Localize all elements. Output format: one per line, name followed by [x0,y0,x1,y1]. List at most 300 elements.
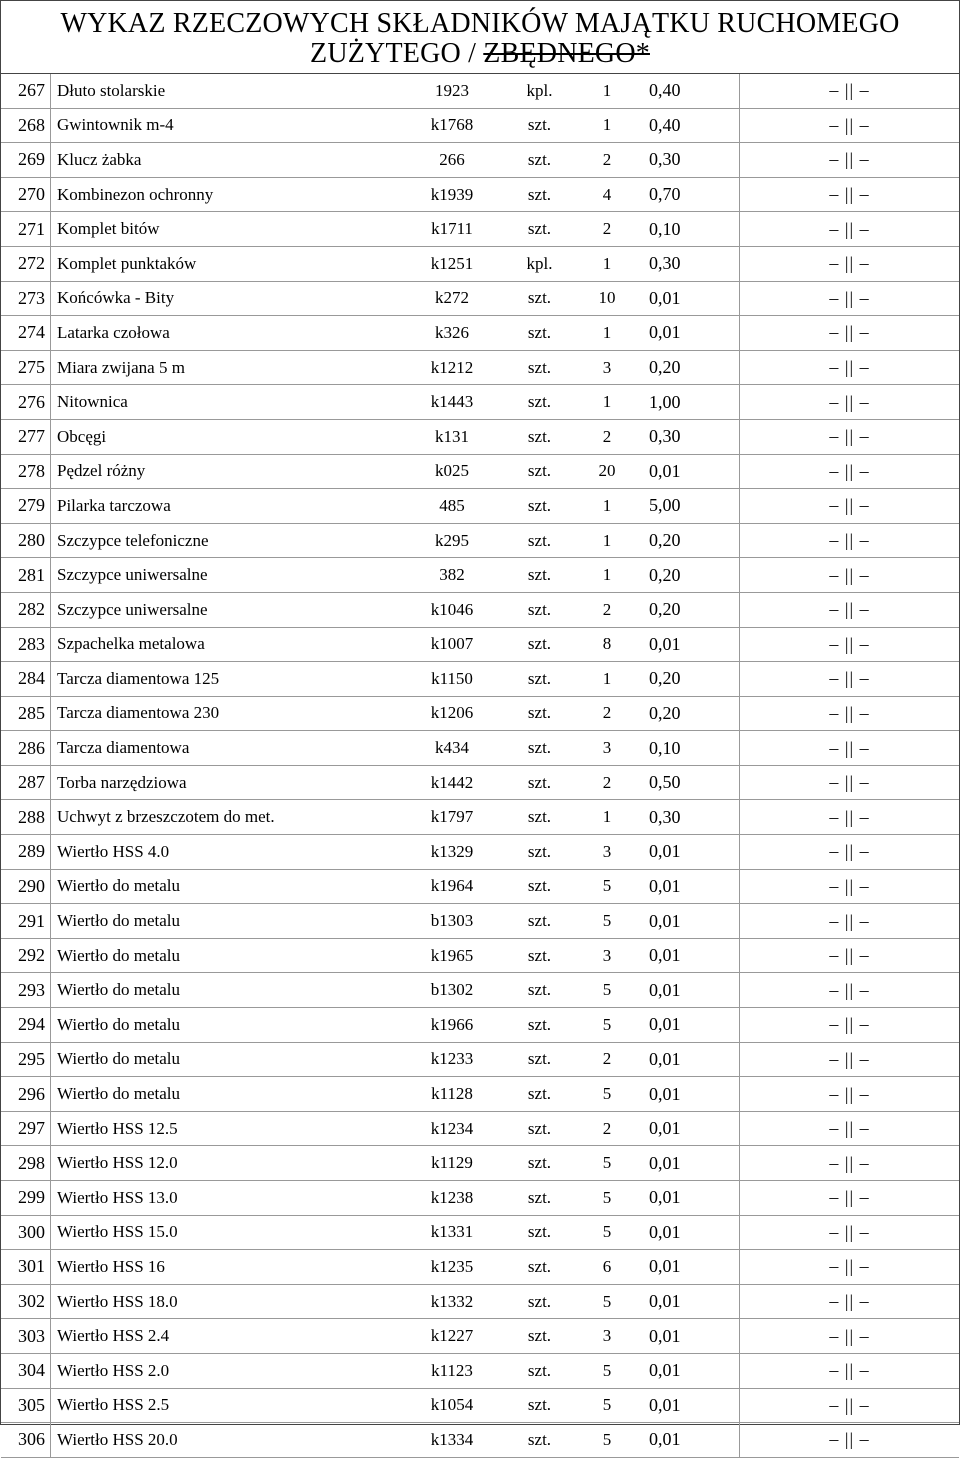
quantity-cell: 1 [577,246,637,281]
unit-cell: szt. [502,558,577,593]
row-number-cell: 306 [1,1423,51,1458]
table-row [1,904,959,939]
item-name-cell: Obcęgi [51,419,403,454]
item-name-cell: Nitownica [51,385,403,420]
quantity-cell: 5 [577,1388,637,1423]
row-number-cell: 274 [1,316,51,351]
inventory-code-cell: k1965 [402,938,502,973]
unit-cell: szt. [502,973,577,1008]
item-name-cell: Latarka czołowa [51,316,403,351]
table-row [1,1042,959,1077]
unit-cell: szt. [502,523,577,558]
item-name-cell: Tarcza diamentowa 125 [51,662,403,697]
quantity-cell: 5 [577,1423,637,1458]
unit-value-cell: 0,01 [637,1250,740,1285]
table-row [1,419,959,454]
unit-value-cell: 0,10 [637,731,740,766]
table-row [1,385,959,420]
item-name-cell: Wiertło do metalu [51,1077,403,1112]
inventory-code-cell: k1966 [402,1008,502,1043]
quantity-cell: 5 [577,1077,637,1112]
table-row [1,627,959,662]
ditto-mark-cell: – || – [740,1250,960,1285]
quantity-cell: 1 [577,523,637,558]
ditto-mark-cell: – || – [740,558,960,593]
title-line-2 [1,39,959,69]
item-name-cell: Końcówka - Bity [51,281,403,316]
inventory-code-cell: k1046 [402,592,502,627]
table-row [1,1146,959,1181]
unit-cell: szt. [502,108,577,143]
row-number-cell: 281 [1,558,51,593]
quantity-cell: 3 [577,1319,637,1354]
unit-cell: szt. [502,627,577,662]
unit-value-cell: 0,01 [637,938,740,973]
table-row [1,1111,959,1146]
unit-value-cell: 0,10 [637,212,740,247]
row-number-cell: 280 [1,523,51,558]
table-row [1,143,959,178]
quantity-cell: 2 [577,419,637,454]
inventory-code-cell: k1007 [402,627,502,662]
inventory-code-cell: k1332 [402,1284,502,1319]
ditto-mark-cell: – || – [740,765,960,800]
unit-cell: szt. [502,800,577,835]
table-row [1,1284,959,1319]
unit-value-cell: 0,40 [637,108,740,143]
unit-cell: szt. [502,592,577,627]
row-number-cell: 273 [1,281,51,316]
unit-value-cell: 0,01 [637,1042,740,1077]
row-number-cell: 287 [1,765,51,800]
quantity-cell: 8 [577,627,637,662]
unit-value-cell: 0,20 [637,696,740,731]
table-row [1,523,959,558]
table-row [1,765,959,800]
ditto-mark-cell: – || – [740,1284,960,1319]
inventory-code-cell: 1923 [402,74,502,108]
ditto-mark-cell: – || – [740,350,960,385]
table-row [1,835,959,870]
unit-cell: szt. [502,1008,577,1043]
item-name-cell: Wiertło HSS 2.0 [51,1353,403,1388]
table-row [1,1215,959,1250]
unit-value-cell: 0,01 [637,1388,740,1423]
row-number-cell: 292 [1,938,51,973]
table-row [1,316,959,351]
table-row [1,696,959,731]
quantity-cell: 5 [577,904,637,939]
unit-value-cell: 0,20 [637,350,740,385]
quantity-cell: 6 [577,1250,637,1285]
row-number-cell: 285 [1,696,51,731]
unit-value-cell: 0,40 [637,74,740,108]
unit-value-cell: 1,00 [637,385,740,420]
item-name-cell: Dłuto stolarskie [51,74,403,108]
ditto-mark-cell: – || – [740,108,960,143]
table-row [1,212,959,247]
inventory-code-cell: k1235 [402,1250,502,1285]
quantity-cell: 2 [577,212,637,247]
unit-value-cell: 0,01 [637,627,740,662]
quantity-cell: 2 [577,592,637,627]
unit-value-cell: 0,30 [637,419,740,454]
inventory-code-cell: k1233 [402,1042,502,1077]
asset-table-body [1,74,959,1457]
inventory-code-cell: k326 [402,316,502,351]
quantity-cell: 2 [577,1042,637,1077]
unit-cell: szt. [502,1181,577,1216]
inventory-code-cell: k1797 [402,800,502,835]
quantity-cell: 3 [577,938,637,973]
quantity-cell: 5 [577,1353,637,1388]
quantity-cell: 1 [577,385,637,420]
table-row [1,731,959,766]
item-name-cell: Miara zwijana 5 m [51,350,403,385]
item-name-cell: Tarcza diamentowa 230 [51,696,403,731]
item-name-cell: Szczypce telefoniczne [51,523,403,558]
table-row [1,1181,959,1216]
table-row [1,558,959,593]
ditto-mark-cell: – || – [740,731,960,766]
unit-value-cell: 0,01 [637,316,740,351]
ditto-mark-cell: – || – [740,1042,960,1077]
inventory-code-cell: k1238 [402,1181,502,1216]
unit-cell: szt. [502,696,577,731]
quantity-cell: 5 [577,869,637,904]
inventory-code-cell: 266 [402,143,502,178]
unit-value-cell: 0,30 [637,246,740,281]
ditto-mark-cell: – || – [740,800,960,835]
inventory-code-cell: k1206 [402,696,502,731]
inventory-code-cell: k1251 [402,246,502,281]
ditto-mark-cell: – || – [740,592,960,627]
unit-value-cell: 0,70 [637,177,740,212]
quantity-cell: 1 [577,108,637,143]
ditto-mark-cell: – || – [740,835,960,870]
unit-cell: szt. [502,1146,577,1181]
ditto-mark-cell: – || – [740,1146,960,1181]
item-name-cell: Gwintownik m-4 [51,108,403,143]
inventory-code-cell: k1212 [402,350,502,385]
inventory-code-cell: k1334 [402,1423,502,1458]
table-row [1,489,959,524]
unit-value-cell: 0,01 [637,1111,740,1146]
unit-value-cell: 0,01 [637,1181,740,1216]
row-number-cell: 279 [1,489,51,524]
row-number-cell: 291 [1,904,51,939]
item-name-cell: Wiertło do metalu [51,973,403,1008]
unit-value-cell: 0,01 [637,1353,740,1388]
unit-value-cell: 0,01 [637,1423,740,1458]
ditto-mark-cell: – || – [740,627,960,662]
table-row [1,1250,959,1285]
row-number-cell: 270 [1,177,51,212]
quantity-cell: 2 [577,765,637,800]
row-number-cell: 298 [1,1146,51,1181]
unit-cell: szt. [502,1215,577,1250]
item-name-cell: Wiertło do metalu [51,904,403,939]
ditto-mark-cell: – || – [740,489,960,524]
ditto-mark-cell: – || – [740,1181,960,1216]
table-row [1,869,959,904]
quantity-cell: 2 [577,143,637,178]
table-row [1,246,959,281]
ditto-mark-cell: – || – [740,212,960,247]
row-number-cell: 290 [1,869,51,904]
row-number-cell: 299 [1,1181,51,1216]
item-name-cell: Tarcza diamentowa [51,731,403,766]
unit-value-cell: 0,50 [637,765,740,800]
ditto-mark-cell: – || – [740,1008,960,1043]
table-row [1,1423,959,1458]
unit-cell: szt. [502,1077,577,1112]
quantity-cell: 1 [577,489,637,524]
title-line-2-plain: ZUŻYTEGO / [310,38,484,69]
ditto-mark-cell: – || – [740,177,960,212]
quantity-cell: 3 [577,835,637,870]
quantity-cell: 1 [577,558,637,593]
item-name-cell: Wiertło do metalu [51,869,403,904]
item-name-cell: Wiertło do metalu [51,938,403,973]
unit-cell: szt. [502,1319,577,1354]
unit-value-cell: 0,20 [637,523,740,558]
inventory-code-cell: k025 [402,454,502,489]
quantity-cell: 1 [577,662,637,697]
unit-value-cell: 0,01 [637,973,740,1008]
table-row [1,1077,959,1112]
row-number-cell: 296 [1,1077,51,1112]
row-number-cell: 288 [1,800,51,835]
quantity-cell: 5 [577,973,637,1008]
row-number-cell: 278 [1,454,51,489]
ditto-mark-cell: – || – [740,385,960,420]
table-row [1,938,959,973]
unit-value-cell: 0,20 [637,662,740,697]
row-number-cell: 297 [1,1111,51,1146]
row-number-cell: 305 [1,1388,51,1423]
inventory-code-cell: k1128 [402,1077,502,1112]
row-number-cell: 272 [1,246,51,281]
inventory-code-cell: k1964 [402,869,502,904]
unit-cell: szt. [502,489,577,524]
table-row [1,74,959,108]
table-row [1,108,959,143]
unit-cell: szt. [502,1042,577,1077]
item-name-cell: Szczypce uniwersalne [51,592,403,627]
quantity-cell: 2 [577,1111,637,1146]
unit-cell: kpl. [502,74,577,108]
quantity-cell: 5 [577,1284,637,1319]
unit-value-cell: 0,01 [637,1215,740,1250]
unit-cell: szt. [502,385,577,420]
row-number-cell: 302 [1,1284,51,1319]
item-name-cell: Komplet bitów [51,212,403,247]
unit-cell: kpl. [502,246,577,281]
unit-value-cell: 0,01 [637,869,740,904]
quantity-cell: 3 [577,731,637,766]
inventory-code-cell: b1303 [402,904,502,939]
table-row [1,800,959,835]
unit-value-cell: 0,20 [637,558,740,593]
unit-cell: szt. [502,350,577,385]
ditto-mark-cell: – || – [740,281,960,316]
item-name-cell: Wiertło HSS 15.0 [51,1215,403,1250]
item-name-cell: Wiertło HSS 12.5 [51,1111,403,1146]
quantity-cell: 1 [577,74,637,108]
inventory-code-cell: b1302 [402,973,502,1008]
quantity-cell: 5 [577,1146,637,1181]
item-name-cell: Wiertło HSS 4.0 [51,835,403,870]
row-number-cell: 289 [1,835,51,870]
row-number-cell: 293 [1,973,51,1008]
title-line-1: WYKAZ RZECZOWYCH SKŁADNIKÓW MAJĄTKU RUCHOMEGO [60,8,900,39]
unit-cell: szt. [502,1250,577,1285]
unit-cell: szt. [502,835,577,870]
row-number-cell: 284 [1,662,51,697]
quantity-cell: 3 [577,350,637,385]
quantity-cell: 1 [577,316,637,351]
inventory-code-cell: k272 [402,281,502,316]
table-row [1,1319,959,1354]
item-name-cell: Komplet punktaków [51,246,403,281]
unit-value-cell: 0,01 [637,281,740,316]
ditto-mark-cell: – || – [740,1077,960,1112]
unit-value-cell: 0,01 [637,1077,740,1112]
ditto-mark-cell: – || – [740,523,960,558]
quantity-cell: 1 [577,800,637,835]
inventory-code-cell: k1711 [402,212,502,247]
unit-cell: szt. [502,938,577,973]
item-name-cell: Wiertło HSS 16 [51,1250,403,1285]
ditto-mark-cell: – || – [740,74,960,108]
unit-cell: szt. [502,904,577,939]
item-name-cell: Wiertło HSS 2.5 [51,1388,403,1423]
ditto-mark-cell: – || – [740,904,960,939]
row-number-cell: 267 [1,74,51,108]
row-number-cell: 268 [1,108,51,143]
ditto-mark-cell: – || – [740,1111,960,1146]
inventory-code-cell: k1331 [402,1215,502,1250]
unit-value-cell: 0,01 [637,1008,740,1043]
unit-cell: szt. [502,281,577,316]
inventory-code-cell: k1234 [402,1111,502,1146]
quantity-cell: 2 [577,696,637,731]
row-number-cell: 282 [1,592,51,627]
inventory-code-cell: 485 [402,489,502,524]
table-row [1,454,959,489]
item-name-cell: Wiertło HSS 20.0 [51,1423,403,1458]
item-name-cell: Wiertło HSS 12.0 [51,1146,403,1181]
document-title [1,1,959,74]
table-row [1,281,959,316]
ditto-mark-cell: – || – [740,696,960,731]
table-row [1,662,959,697]
quantity-cell: 5 [577,1008,637,1043]
unit-cell: szt. [502,212,577,247]
item-name-cell: Wiertło do metalu [51,1008,403,1043]
unit-value-cell: 0,30 [637,143,740,178]
row-number-cell: 303 [1,1319,51,1354]
row-number-cell: 300 [1,1215,51,1250]
unit-cell: szt. [502,1423,577,1458]
unit-cell: szt. [502,662,577,697]
inventory-code-cell: k1150 [402,662,502,697]
quantity-cell: 4 [577,177,637,212]
row-number-cell: 269 [1,143,51,178]
item-name-cell: Wiertło do metalu [51,1042,403,1077]
unit-cell: szt. [502,454,577,489]
unit-value-cell: 5,00 [637,489,740,524]
inventory-code-cell: k1123 [402,1353,502,1388]
row-number-cell: 301 [1,1250,51,1285]
inventory-code-cell: k295 [402,523,502,558]
unit-cell: szt. [502,765,577,800]
item-name-cell: Kombinezon ochronny [51,177,403,212]
item-name-cell: Szczypce uniwersalne [51,558,403,593]
inventory-code-cell: k1768 [402,108,502,143]
table-row [1,1353,959,1388]
unit-cell: szt. [502,1284,577,1319]
table-row [1,973,959,1008]
inventory-code-cell: 382 [402,558,502,593]
inventory-code-cell: k1939 [402,177,502,212]
table-row [1,1008,959,1043]
unit-value-cell: 0,01 [637,1319,740,1354]
inventory-code-cell: k1442 [402,765,502,800]
inventory-code-cell: k1227 [402,1319,502,1354]
item-name-cell: Wiertło HSS 18.0 [51,1284,403,1319]
inventory-code-cell: k1443 [402,385,502,420]
ditto-mark-cell: – || – [740,1319,960,1354]
unit-value-cell: 0,20 [637,592,740,627]
table-row [1,177,959,212]
unit-cell: szt. [502,1353,577,1388]
inventory-code-cell: k1054 [402,1388,502,1423]
quantity-cell: 5 [577,1215,637,1250]
unit-cell: szt. [502,1111,577,1146]
ditto-mark-cell: – || – [740,143,960,178]
item-name-cell: Pędzel różny [51,454,403,489]
asset-table [1,74,959,1458]
ditto-mark-cell: – || – [740,246,960,281]
table-row [1,350,959,385]
ditto-mark-cell: – || – [740,316,960,351]
unit-cell: szt. [502,869,577,904]
ditto-mark-cell: – || – [740,419,960,454]
item-name-cell: Uchwyt z brzeszczotem do met. [51,800,403,835]
inventory-code-cell: k1329 [402,835,502,870]
unit-cell: szt. [502,316,577,351]
ditto-mark-cell: – || – [740,938,960,973]
item-name-cell: Klucz żabka [51,143,403,178]
row-number-cell: 295 [1,1042,51,1077]
unit-cell: szt. [502,177,577,212]
unit-value-cell: 0,30 [637,800,740,835]
row-number-cell: 283 [1,627,51,662]
item-name-cell: Torba narzędziowa [51,765,403,800]
row-number-cell: 276 [1,385,51,420]
item-name-cell: Pilarka tarczowa [51,489,403,524]
unit-value-cell: 0,01 [637,454,740,489]
ditto-mark-cell: – || – [740,1423,960,1458]
row-number-cell: 275 [1,350,51,385]
row-number-cell: 277 [1,419,51,454]
inventory-code-cell: k1129 [402,1146,502,1181]
quantity-cell: 20 [577,454,637,489]
ditto-mark-cell: – || – [740,1388,960,1423]
unit-cell: szt. [502,143,577,178]
